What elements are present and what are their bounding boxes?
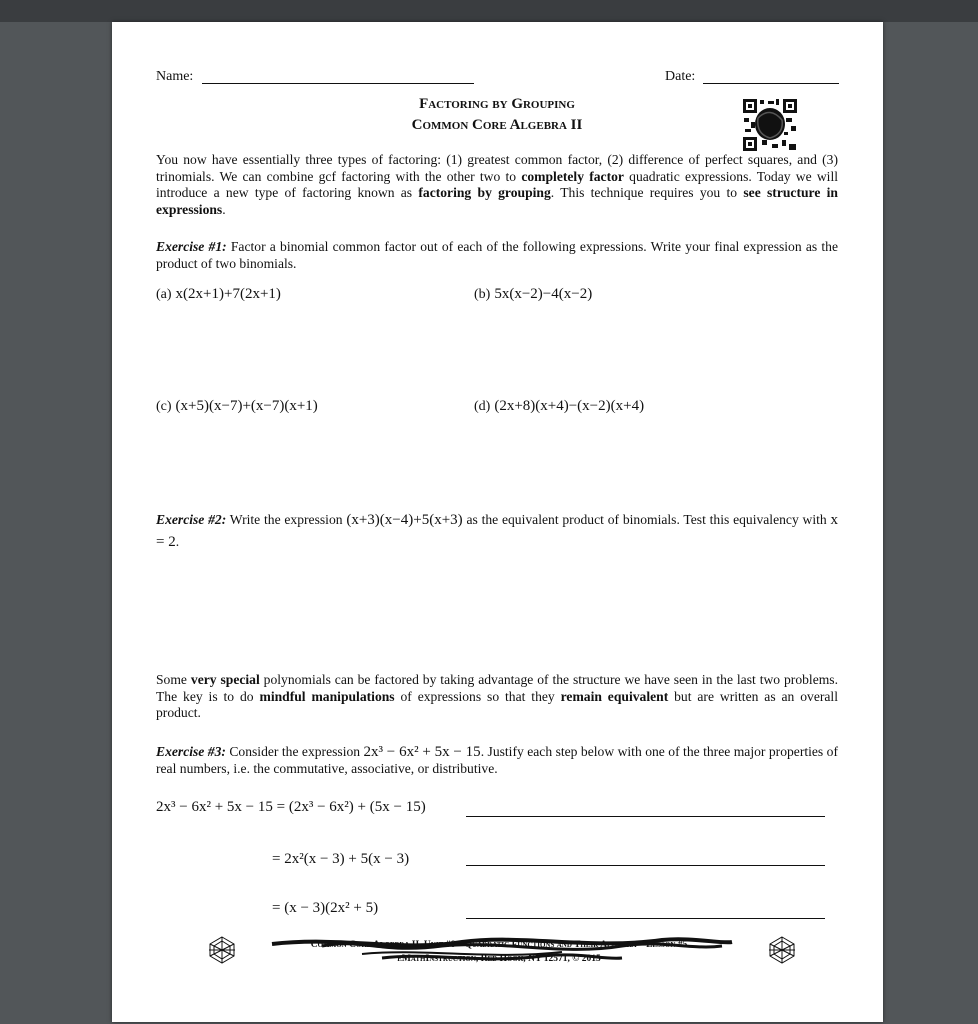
exercise2-text-1: Write the expression <box>226 512 347 527</box>
part-d-label: (d) <box>474 399 491 414</box>
intro-bold-3: see structure in expressions <box>156 185 838 217</box>
qr-code-image <box>742 98 798 152</box>
justification-line-3 <box>466 918 825 919</box>
intro-text-4: . <box>222 201 226 217</box>
justification-line-2 <box>466 865 825 866</box>
special-bold-2: mindful manipulations <box>259 688 395 704</box>
part-a-expression: x(2x+1)+7(2x+1) <box>175 286 281 302</box>
footer-emblem-right-icon <box>768 936 796 964</box>
exercise2-text-3: . <box>175 534 180 549</box>
exercise2-text-2: as the equivalent product of binomials. Test this equivalency with <box>462 512 831 527</box>
exercise3-text-1: Consider the expression <box>225 744 364 759</box>
part-c-expression: (x+5)(x−7)+(x−7)(x+1) <box>175 398 318 414</box>
exercise3-expression: 2x³ − 6x² + 5x − 15 <box>363 744 481 760</box>
intro-text-2: quadratic expressions. Today we will introduce a new type of factoring known as <box>156 168 839 200</box>
exercise1-part-c <box>156 397 318 415</box>
exercise3-step-3: = (x − 3)(2x² + 5) <box>272 900 379 916</box>
exercise3-step-2: = 2x²(x − 3) + 5(x − 3) <box>272 851 410 867</box>
exercise1-part-a <box>156 285 281 303</box>
intro-paragraph <box>156 152 838 218</box>
date-label: Date: <box>665 69 696 84</box>
exercise2-condition: x = 2 <box>156 512 839 550</box>
special-text-1: Some <box>156 672 191 687</box>
exercise1-text: Factor a binomial common factor out of each of the following expressions. Write your final expression as the product of two binomials. <box>156 239 838 271</box>
title-line-1: Factoring by Grouping <box>419 96 575 112</box>
part-a-label: (a) <box>156 287 172 302</box>
special-text-4: but are written as an overall product. <box>156 688 838 720</box>
date-line <box>703 83 839 84</box>
exercise1-label: Exercise #1: <box>156 239 227 254</box>
part-b-label: (b) <box>474 287 491 302</box>
document-page <box>112 22 883 1022</box>
exercise3-label: Exercise #3: <box>156 744 226 759</box>
exercise1-prompt <box>156 239 838 272</box>
footer-line-2: eMathInstruction, Red Hook, NY 12571, © 2015 <box>397 954 601 964</box>
title-line-2: Common Core Algebra II <box>411 117 583 133</box>
special-text-3: of expressions so that they <box>394 688 561 704</box>
special-bold-1: very special <box>190 672 260 687</box>
intro-text-1: You now have essentially three types of factoring: (1) greatest common factor, (2) difference of perfect squares, and (3) trinomials. We can combine gcf factoring with the other two to <box>156 152 838 184</box>
footer-scribble-overlay <box>262 934 742 970</box>
special-bold-3: remain equivalent <box>560 688 669 704</box>
intro-text-3: . This technique requires you to <box>550 185 744 200</box>
name-line <box>202 83 474 84</box>
exercise3-text-2: . Justify each step below with one of the three major properties of real numbers, i.e. the commutative, associative, or distributive. <box>156 744 838 776</box>
exercise2-prompt <box>156 509 838 553</box>
special-text-2: polynomials can be factored by taking advantage of the structure we have seen in the last two problems. The key is to do <box>156 672 838 704</box>
intro-bold-1: completely factor <box>521 168 624 184</box>
exercise1-part-b <box>474 285 592 303</box>
part-b-expression: 5x(x−2)−4(x−2) <box>494 286 593 302</box>
exercise3-step-1: 2x³ − 6x² + 5x − 15 = (2x³ − 6x²) + (5x − 15) <box>156 799 426 815</box>
exercise2-label: Exercise #2: <box>156 512 227 527</box>
name-label: Name: <box>156 69 194 84</box>
footer-line-1: Common Core Algebra II, Unit #6 – Quadratic Functions and Their Algebra – Lesson #5 <box>310 940 688 950</box>
part-d-expression: (2x+8)(x+4)−(x−2)(x+4) <box>494 398 645 414</box>
part-c-label: (c) <box>156 399 172 414</box>
exercise1-part-d <box>474 397 644 415</box>
viewer-toolbar <box>0 0 978 22</box>
footer-emblem-left-icon <box>208 936 236 964</box>
exercise2-expression: (x+3)(x−4)+5(x+3) <box>346 512 463 528</box>
intro-bold-2: factoring by grouping <box>418 185 551 200</box>
exercise3-prompt <box>156 744 838 777</box>
justification-line-1 <box>466 816 825 817</box>
special-paragraph <box>156 672 838 722</box>
